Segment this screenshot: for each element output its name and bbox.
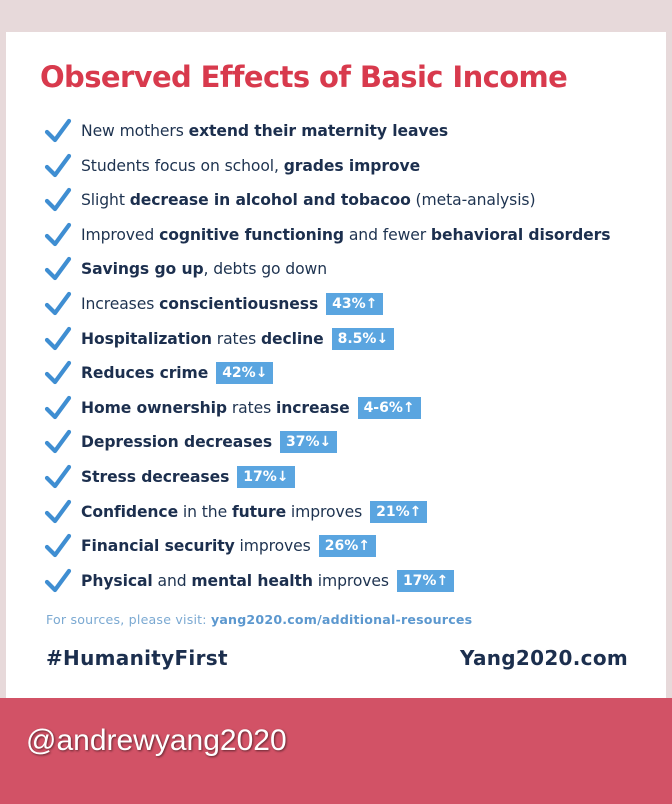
stat-badge: 26%↑ [319, 535, 376, 557]
stat-badge: 17%↓ [237, 466, 294, 488]
sources-line [46, 612, 472, 627]
infographic-title: Observed Effects of Basic Income [40, 60, 568, 94]
list-item [44, 564, 454, 598]
list-item [44, 356, 273, 390]
item-text-bold: Depression decreases [81, 433, 273, 452]
stat-badge: 4-6%↑ [358, 397, 421, 419]
item-text-regular: in the [178, 502, 232, 521]
item-text [81, 468, 229, 486]
item-text [81, 503, 362, 521]
twitter-handle: @andrewyang2020 [26, 724, 287, 757]
item-text-bold: Savings go up [81, 260, 204, 279]
list-item [44, 287, 383, 321]
item-text-regular: rates [227, 398, 277, 417]
item-text [81, 226, 610, 244]
item-text-bold: Reduces crime [81, 364, 209, 383]
checkmark-icon [44, 222, 72, 248]
checkmark-icon [44, 395, 72, 421]
stat-badge: 21%↑ [370, 501, 427, 523]
list-item [44, 391, 421, 425]
item-text-bold: cognitive functioning [159, 225, 344, 244]
item-text [81, 191, 535, 209]
item-text-regular: Improved [81, 225, 160, 244]
hashtag: #HumanityFirst [46, 646, 228, 670]
stat-badge: 17%↑ [397, 570, 454, 592]
item-text-bold: Physical [81, 571, 153, 590]
item-text-bold: conscientiousness [159, 295, 319, 313]
item-text [81, 537, 311, 555]
item-text-regular: and fewer [343, 225, 431, 244]
list-item [44, 425, 337, 459]
sources-label: For sources, please visit: [46, 612, 211, 627]
checkmark-icon [44, 153, 72, 179]
stat-badge: 37%↓ [280, 431, 337, 453]
item-text-regular: , debts go down [203, 260, 327, 279]
item-text-regular: improves [234, 537, 311, 556]
item-text [81, 572, 389, 590]
item-text [81, 433, 272, 451]
checkmark-icon [44, 187, 72, 213]
checkmark-icon [44, 568, 72, 594]
item-text-bold: future [231, 502, 287, 521]
item-text-bold: mental health [191, 571, 313, 590]
checkmark-icon [44, 118, 72, 144]
checkmark-icon [44, 360, 72, 386]
item-text-regular: New mothers [81, 122, 189, 140]
list-item [44, 114, 448, 148]
list-item [44, 495, 427, 529]
website-label[interactable]: Yang2020.com [460, 646, 628, 670]
checkmark-icon [44, 464, 72, 490]
item-text-bold: Confidence [81, 502, 179, 521]
checkmark-icon [44, 533, 72, 559]
item-text-bold: decrease in alcohol and tobacoo [129, 191, 411, 210]
item-text-bold: behavioral disorders [430, 225, 611, 244]
list-item [44, 460, 295, 494]
sources-link[interactable]: yang2020.com/additional-resources [210, 612, 473, 627]
list-item [44, 183, 535, 217]
list-item [44, 252, 327, 286]
checkmark-icon [44, 429, 72, 455]
list-item [44, 322, 394, 356]
item-text-regular: Slight [81, 191, 130, 210]
item-text [81, 260, 327, 278]
item-text-regular: (meta-analysis) [410, 191, 536, 210]
item-text-bold: Hospitalization [81, 329, 212, 348]
checkmark-icon [44, 291, 72, 317]
item-text-regular: rates [211, 329, 261, 348]
checkmark-icon [44, 326, 72, 352]
stat-badge: 42%↓ [216, 362, 273, 384]
item-text-regular: Students focus on school, [81, 156, 284, 175]
list-item [44, 218, 610, 252]
stat-badge: 43%↑ [326, 293, 383, 315]
item-text-regular: improves [312, 571, 389, 590]
item-text-bold: grades improve [283, 156, 421, 175]
item-text-regular: Increases [81, 295, 160, 313]
item-text [81, 295, 318, 313]
item-text [81, 330, 324, 348]
item-text-bold: Stress decreases [81, 468, 230, 486]
item-text [81, 157, 420, 175]
item-text-regular: improves [286, 502, 363, 521]
stat-badge: 8.5%↓ [332, 328, 395, 350]
item-text [81, 364, 208, 382]
item-text [81, 399, 350, 417]
list-item [44, 529, 376, 563]
list-item [44, 149, 420, 183]
item-text-regular: and [152, 571, 192, 590]
item-text-bold: Financial security [81, 537, 235, 556]
checkmark-icon [44, 499, 72, 525]
item-text [81, 122, 448, 140]
item-text-bold: increase [276, 398, 350, 417]
checkmark-icon [44, 256, 72, 282]
item-text-bold: decline [260, 329, 324, 348]
item-text-bold: extend their maternity leaves [188, 122, 449, 140]
item-text-bold: Home ownership [81, 398, 227, 417]
